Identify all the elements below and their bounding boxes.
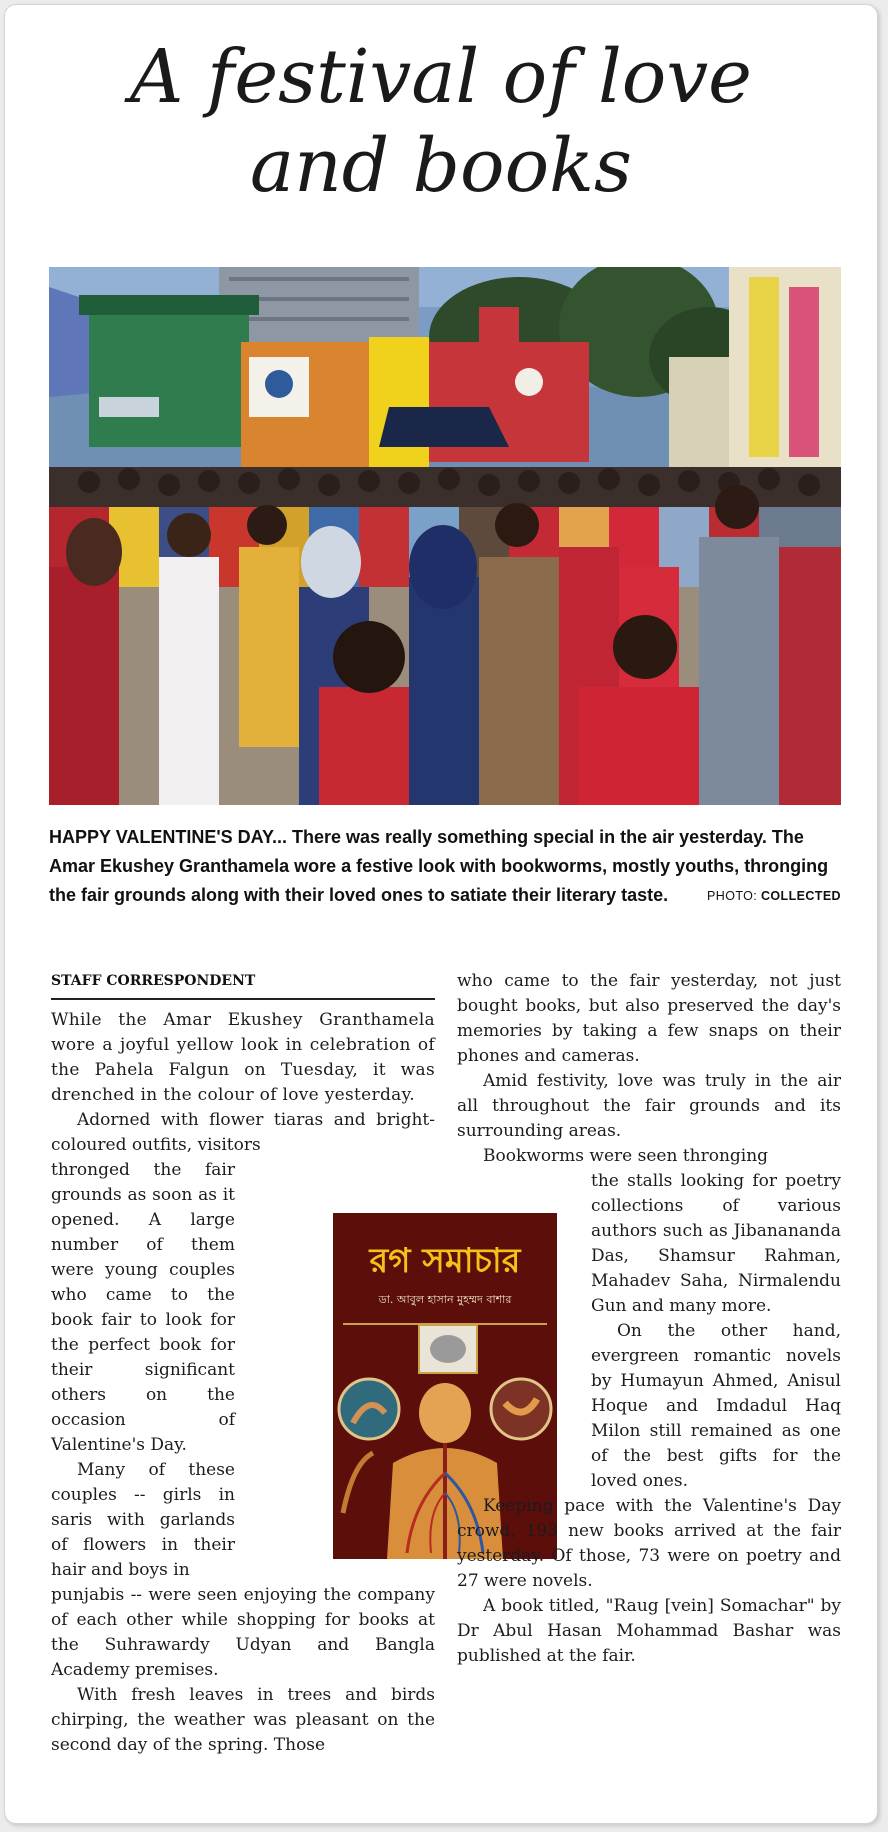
photo-caption — [49, 823, 841, 911]
crowd-photo — [49, 267, 841, 805]
paragraph: the stalls looking for poetry collections of various authors such as Jibanananda Das, Shamsur Rahman, Mahadev Saha, Nirmalendu Gun and many more. — [591, 1171, 841, 1316]
paragraph: Adorned with flower tiaras and bright-coloured outfits, visitors — [51, 1110, 435, 1155]
headline-line-1: A festival of love — [130, 34, 752, 120]
paragraph: who came to the fair yesterday, not just bought books, but also preserved the day's memories by taking a few snaps on their phones and cameras. — [457, 971, 841, 1066]
newspaper-page — [4, 4, 878, 1824]
paragraph: Bookworms were seen thronging — [483, 1146, 769, 1166]
photo-credit-value: COLLECTED — [761, 889, 841, 903]
paragraph: Keeping pace with the Valentine's Day crowd, 193 new books arrived at the fair yesterday. Of those, 73 were on poetry and 27 were novels. — [457, 1496, 841, 1591]
photo-credit — [707, 882, 841, 911]
column-2-body — [457, 969, 841, 1669]
paragraph: Amid festivity, love was truly in the air all throughout the fair grounds and its surrounding areas. — [457, 1071, 841, 1141]
book-cover-author: ডা. আবুল হাসান মুহম্মদ বাশার — [378, 1293, 512, 1306]
caption-text: HAPPY VALENTINE'S DAY... There was really something special in the air yesterday. The Amar Ekushey Granthamela wore a festive look with bookworms, mostly youths, thronging the fair grounds along with their loved ones to satiate their literary taste. — [49, 827, 829, 905]
headline — [5, 33, 877, 211]
book-cover-title: রগ সমাচার — [369, 1241, 521, 1281]
paragraph: On the other hand, evergreen romantic novels by Humayun Ahmed, Anisul Hoque and Imdadul Haq Milon still remained as one of the best gifts for the loved ones. — [591, 1321, 841, 1491]
paragraph: While the Amar Ekushey Granthamela wore a joyful yellow look in celebration of the Pahela Falgun on Tuesday, it was drenched in the colour of love yesterday. — [51, 1010, 435, 1105]
article-column-2 — [457, 969, 841, 1669]
paragraph: punjabis -- were seen enjoying the company of each other while shopping for books at the Suhrawardy Udyan and Bangla Academy premises. — [51, 1585, 435, 1680]
photo-credit-label: PHOTO: — [707, 889, 758, 903]
paragraph: thronged the fair grounds as soon as it opened. A large number of them were young couples who came to the book fair to look for the perfect book for their significant others on the occasion of Valentine's Day. — [51, 1160, 235, 1455]
paragraph: A book titled, "Raug [vein] Somachar" by Dr Abul Hasan Mohammad Bashar was published at the fair. — [457, 1596, 841, 1666]
byline: STAFF CORRESPONDENT — [51, 973, 435, 1000]
paragraph: With fresh leaves in trees and birds chirping, the weather was pleasant on the second day of the spring. Those — [51, 1685, 435, 1755]
crowd-photo-illustration — [49, 267, 841, 805]
paragraph: Many of these couples -- girls in saris with garlands of flowers in their hair and boys in — [51, 1460, 235, 1580]
headline-line-2: and books — [250, 122, 632, 209]
